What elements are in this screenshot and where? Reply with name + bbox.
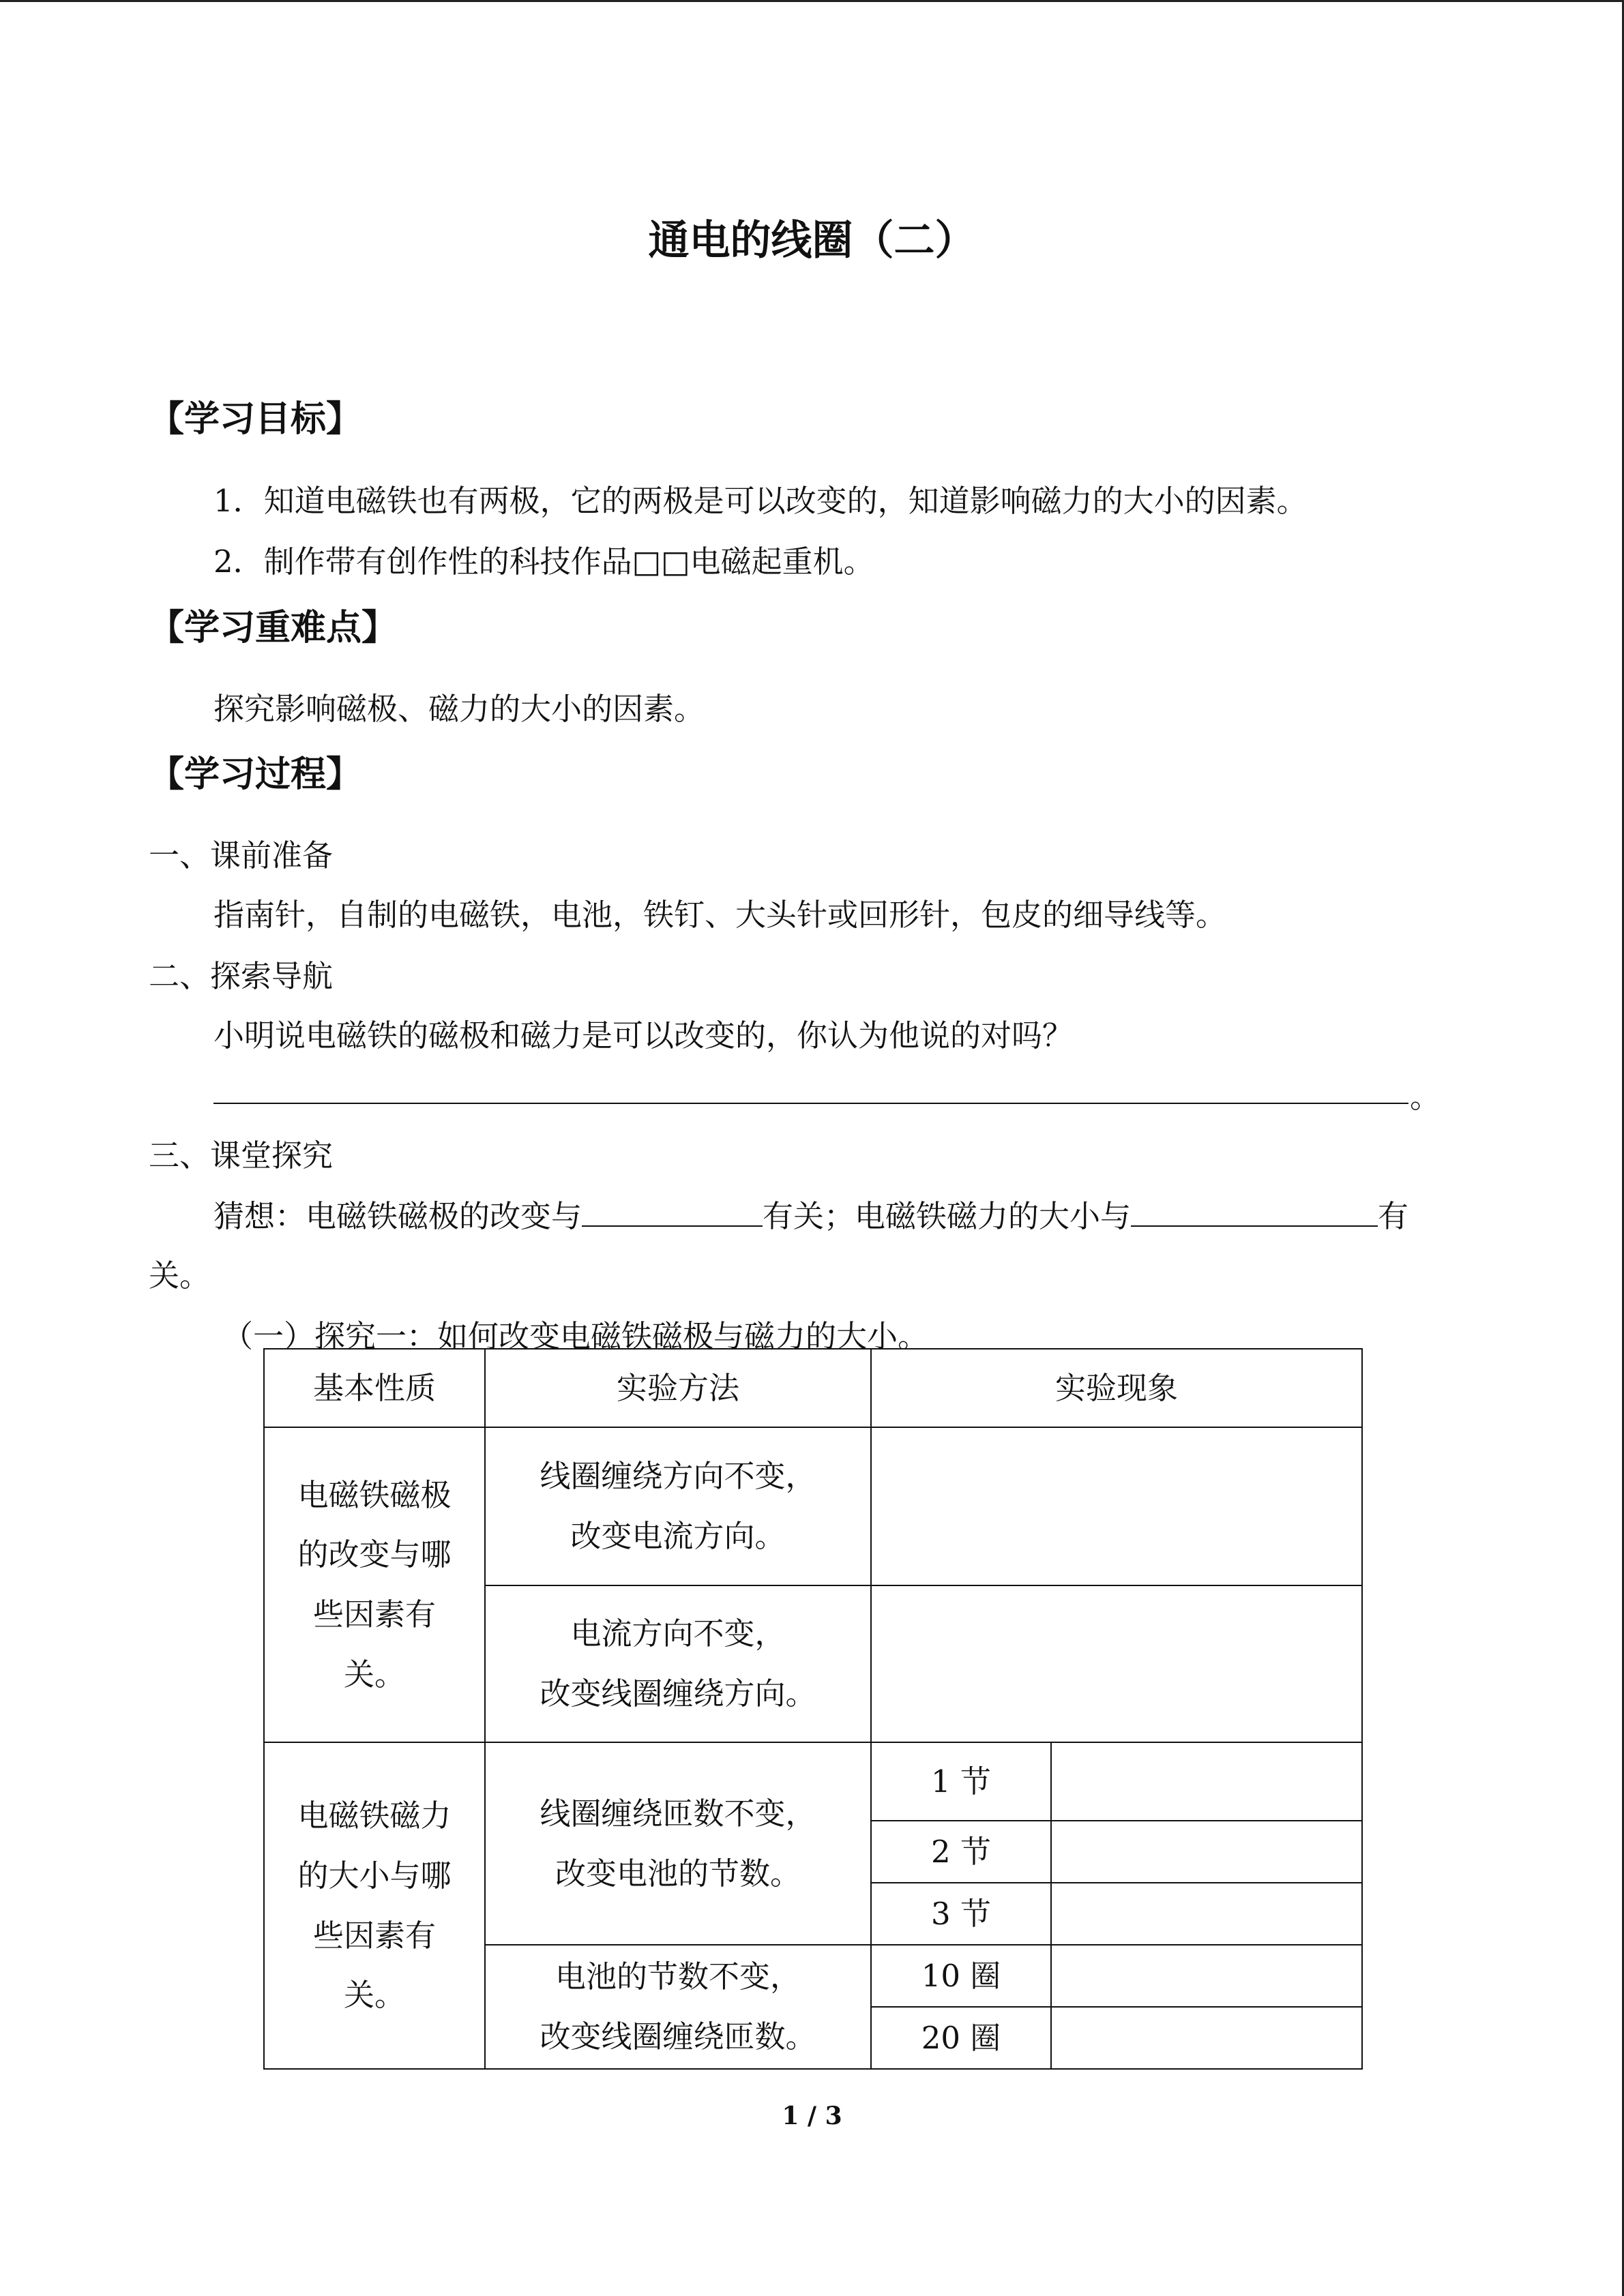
phenomenon-cell[interactable] (871, 1427, 1362, 1585)
battery-count-3: 3 节 (871, 1883, 1051, 1945)
header-method: 实验方法 (485, 1349, 871, 1427)
phenomenon-cell[interactable] (871, 1585, 1362, 1742)
guess-blank-2[interactable] (1131, 1195, 1378, 1227)
guess-text-b: 有关；电磁铁磁力的大小与 (763, 1198, 1132, 1234)
phenomenon-cell[interactable] (1051, 1883, 1362, 1945)
phenomenon-cell[interactable] (1051, 1945, 1362, 2007)
battery-count-2: 2 节 (871, 1821, 1051, 1883)
document-title: 通电的线圈（二） (648, 217, 976, 265)
page-number: 1 / 3 (782, 2102, 842, 2130)
objective-2: 2．制作带有创作性的科技作品□□电磁起重机。 (213, 543, 874, 580)
guess-blank-1[interactable] (582, 1195, 763, 1227)
coil-count-20: 20 圈 (871, 2007, 1051, 2069)
coil-count-10: 10 圈 (871, 1945, 1051, 2007)
guess-text-a: 猜想：电磁铁磁极的改变与 (213, 1198, 582, 1234)
phenomenon-cell[interactable] (1051, 1742, 1362, 1821)
guess-sentence (213, 1191, 1408, 1236)
method-cell-change-winding: 电流方向不变， 改变线圈缠绕方向。 (485, 1585, 871, 1742)
key-points-text: 探究影响磁极、磁力的大小的因素。 (213, 691, 705, 727)
phenomenon-cell[interactable] (1051, 1821, 1362, 1883)
part3-heading: 三、课堂探究 (149, 1137, 334, 1174)
property-cell-poles: 电磁铁磁极 的改变与哪 些因素有 关。 (264, 1427, 485, 1742)
part2-heading: 二、探索导航 (149, 958, 334, 994)
header-phenomenon: 实验现象 (871, 1349, 1362, 1427)
property-cell-strength: 电磁铁磁力 的大小与哪 些因素有 关。 (264, 1742, 485, 2069)
header-property: 基本性质 (264, 1349, 485, 1427)
objective-1: 1．知道电磁铁也有两极，它的两极是可以改变的，知道影响磁力的大小的因素。 (213, 483, 1308, 519)
key-points-heading: 【学习重难点】 (149, 608, 398, 648)
battery-count-1: 1 节 (871, 1742, 1051, 1821)
part3-sub-heading: （一）探究一：如何改变电磁铁磁极与磁力的大小。 (222, 1318, 929, 1354)
part1-text: 指南针，自制的电磁铁，电池，铁钉、大头针或回形针，包皮的细导线等。 (213, 897, 1227, 933)
guess-text-d: 关。 (149, 1257, 211, 1294)
guess-text-c: 有 (1378, 1198, 1409, 1234)
process-heading: 【学习过程】 (149, 754, 362, 795)
part2-question: 小明说电磁铁的磁极和磁力是可以改变的，你认为他说的对吗？ (213, 1017, 1074, 1054)
table-row (264, 1427, 1362, 1585)
method-cell-change-current: 线圈缠绕方向不变， 改变电流方向。 (485, 1427, 871, 1585)
phenomenon-cell[interactable] (1051, 2007, 1362, 2069)
part1-heading: 一、课前准备 (149, 837, 334, 874)
answer-line-end: 。 (1410, 1079, 1441, 1115)
experiment-table (263, 1348, 1363, 2070)
objectives-heading: 【学习目标】 (149, 399, 362, 440)
table-header-row (264, 1349, 1362, 1427)
page-border-top (0, 0, 1624, 2)
method-cell-change-turns: 电池的节数不变， 改变线圈缠绕匝数。 (485, 1945, 871, 2069)
answer-line[interactable] (213, 1103, 1408, 1104)
method-cell-change-batteries: 线圈缠绕匝数不变， 改变电池的节数。 (485, 1742, 871, 1945)
table-row (264, 1742, 1362, 1821)
